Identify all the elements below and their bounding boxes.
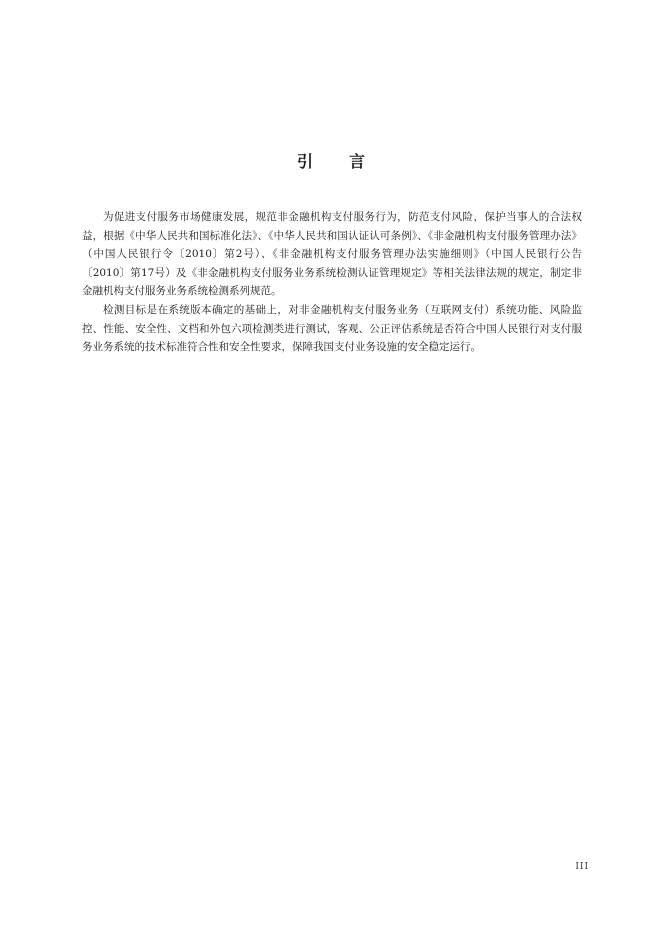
paragraph-objective: 检测目标是在系统版本确定的基础上，对非金融机构支付服务业务（互联网支付）系统功能、风险监控、性能、安全性、文档和外包六项检测类进行测试，客观、公正评估系统是否符合中国人民银行对支付服务业务系统的技术标准符合性和安全性要求，保障我国支付业务设施的安全稳定运行。 bbox=[82, 303, 582, 354]
paragraph-purpose: 为促进支付服务市场健康发展，规范非金融机构支付服务行为，防范支付风险，保护当事人的合法权益，根据《中华人民共和国标准化法》、《中华人民共和国认证认可条例》、《非金融机构支付服务管理办法》（中国人民银行令〔2010〕第2号）、《非金融机构支付服务管理办法实施细则》（中国人民银行公告〔2010〕第17号）及《非金融机构支付服务业务系统检测认证管理规定》等相关法律法规的规定，制定非金融机构支付服务业务系统检测系列规范。 bbox=[82, 211, 582, 298]
body-text bbox=[82, 208, 582, 357]
page-title: 引言 bbox=[296, 152, 401, 171]
page-number: III bbox=[575, 862, 589, 872]
